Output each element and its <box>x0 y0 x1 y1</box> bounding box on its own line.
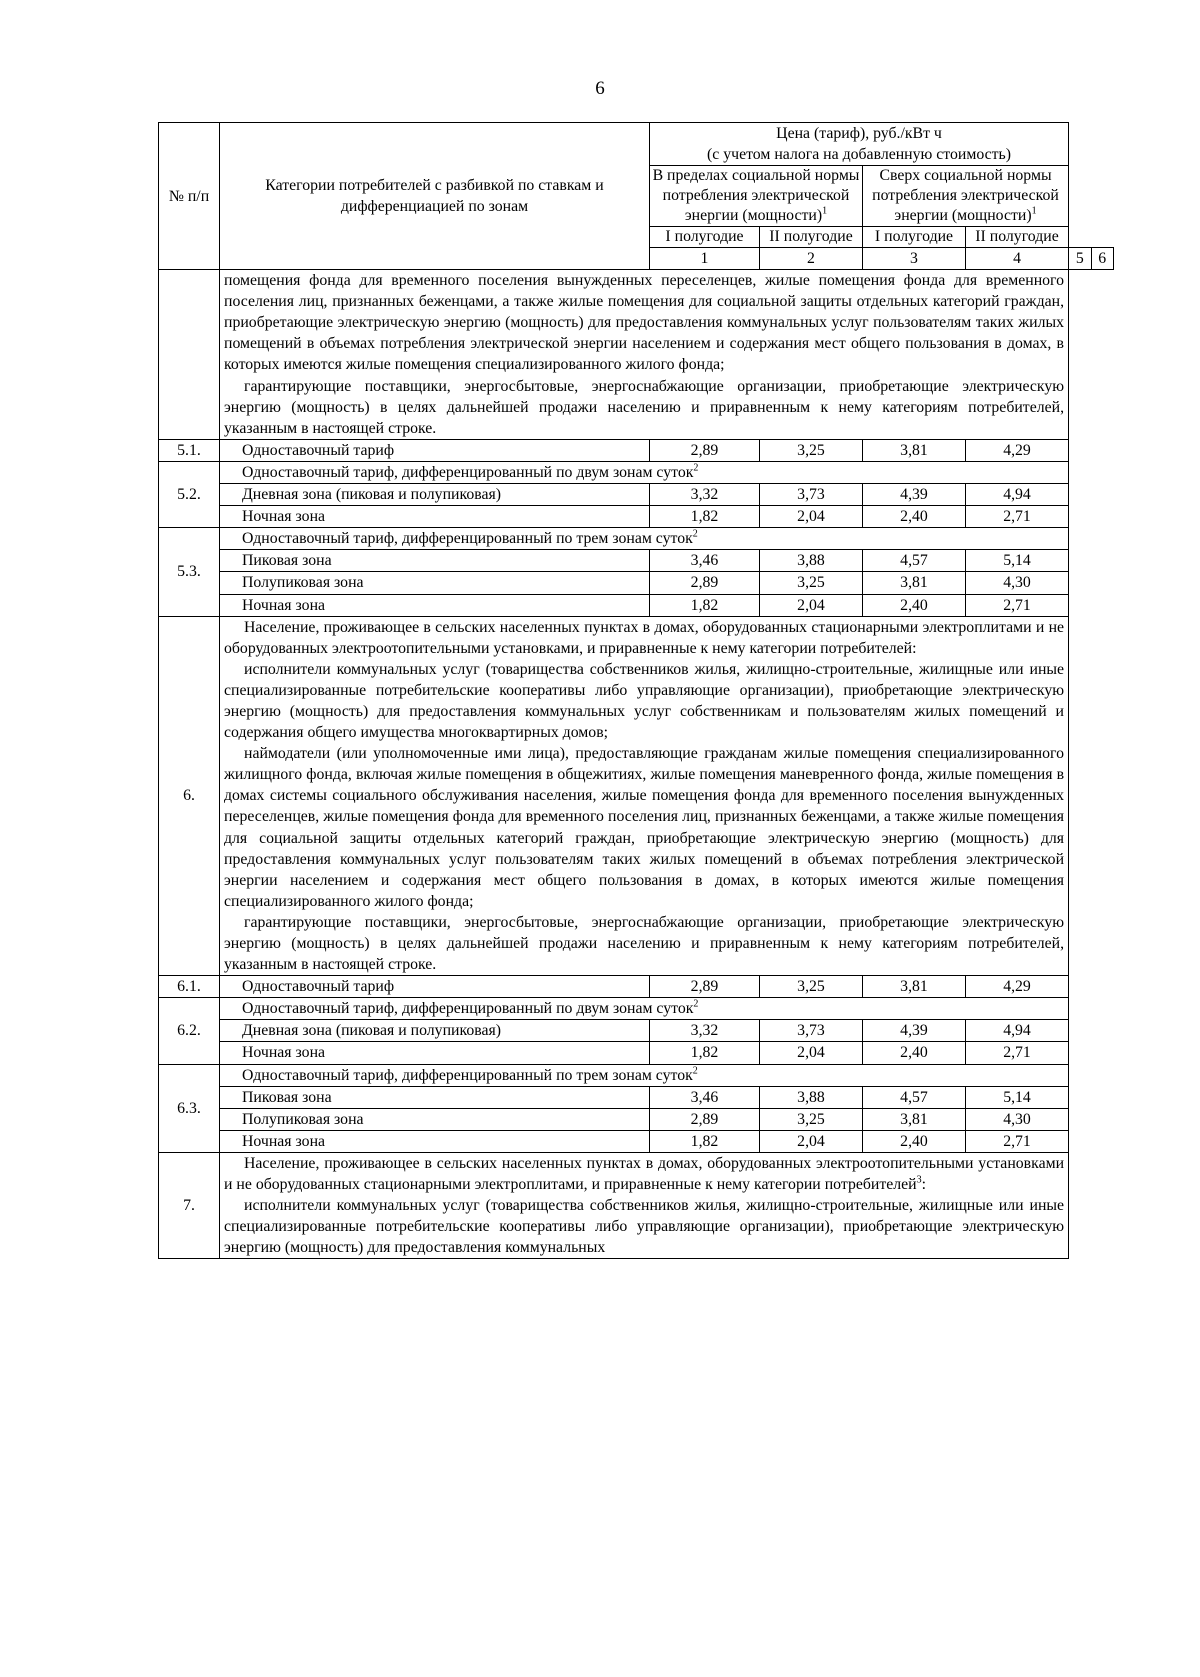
value-cell: 2,71 <box>966 506 1069 528</box>
section-text: Население, проживающее в сельских населенных пунктах в домах, оборудованных стационарными электроплитами и не оборудованных электроотопительными установками, и приравненные к нему категории потребителей: исполнители коммунальных услуг (товарищества собственников жилья, жилищно-строительные, жилищные или иные специализированные потребительские кооперативы либо управляющие организации), приобретающие электрическую энергию (мощность) для предоставления коммунальных услуг собственникам и пользователям жилых помещений и содержания общего имущества многоквартирных домов; наймодатели (или уполномоченные ими лица), предоставляющие гражданам жилые помещения специализированного жилищного фонда, включая жилые помещения в общежитиях, жилые помещения маневренного фонда, жилые помещения в домах системы социального обслуживания населения, жилые помещения фонда для временного поселения вынужденных переселенцев, жилые помещения фонда для временного поселения лиц, признанных беженцами, а также жилые помещения для социальной защиты отдельных категорий граждан, приобретающие электрическую энергию (мощность) для предоставления коммунальных услуг пользователям таких жилых помещений в объемах потребления электрической энергии населением и содержания мест общего пользования в домах, в которых имеются жилые помещения специализированного жилого фонда; гарантирующие поставщики, энергосбытовые, энергоснабжающие организации, приобретающие электрическую энергию (мощность) в целях дальнейшей продажи населению и приравненным к нему категориям потребителей, указанным в настоящей строке. <box>220 616 1069 976</box>
value-cell: 1,82 <box>650 506 760 528</box>
value-cell: 2,40 <box>863 594 966 616</box>
value-cell: 3,73 <box>760 1020 863 1042</box>
value-cell: 2,04 <box>760 1042 863 1064</box>
header-price: Цена (тариф), руб./кВт ч (с учетом налога на добавленную стоимость) <box>650 123 1069 166</box>
header-half1: I полугодие <box>863 227 966 248</box>
header-number: № п/п <box>159 123 220 270</box>
table-row-6-2-night <box>159 1042 1114 1064</box>
section-7 <box>159 1152 1114 1258</box>
value-cell: 3,32 <box>650 1020 760 1042</box>
value-cell: 2,04 <box>760 506 863 528</box>
row-number: 6.3. <box>159 1064 220 1152</box>
header-category: Категории потребителей с разбивкой по ставкам и дифференциацией по зонам <box>220 123 650 270</box>
value-cell: 2,04 <box>760 594 863 616</box>
column-number: 6 <box>1091 248 1113 270</box>
table-row-5-3-semi <box>159 572 1114 594</box>
value-cell: 3,88 <box>760 1086 863 1108</box>
section-6 <box>159 616 1114 976</box>
value-cell: 3,81 <box>863 572 966 594</box>
table-row-6-3-title <box>159 1064 1114 1086</box>
row-title: Одноставочный тариф, дифференцированный по двум зонам суток$^2$ <box>220 998 1069 1020</box>
row-name: Одноставочный тариф <box>220 439 650 461</box>
row-name: Пиковая зона <box>220 1086 650 1108</box>
value-cell: 3,81 <box>863 1108 966 1130</box>
value-cell: 4,30 <box>966 1108 1069 1130</box>
row-name: Полупиковая зона <box>220 572 650 594</box>
table-row-5-3-night <box>159 594 1114 616</box>
value-cell: 4,94 <box>966 484 1069 506</box>
row-name: Ночная зона <box>220 1042 650 1064</box>
table-row-5-1 <box>159 439 1114 461</box>
table-row-6-1 <box>159 976 1114 998</box>
value-cell: 1,82 <box>650 1130 760 1152</box>
row-title: Одноставочный тариф, дифференцированный по двум зонам суток$^2$ <box>220 461 1069 483</box>
row-name: Дневная зона (пиковая и полупиковая) <box>220 484 650 506</box>
value-cell: 4,30 <box>966 572 1069 594</box>
section-5-continuation <box>159 270 1114 440</box>
table-row-5-3-peak <box>159 550 1114 572</box>
header-above-norm: Сверх социальной нормы потребления электрической энергии (мощности)$^1$ <box>863 166 1069 227</box>
table-row-5-2-night <box>159 506 1114 528</box>
value-cell: 3,88 <box>760 550 863 572</box>
value-cell: 2,89 <box>650 976 760 998</box>
value-cell: 1,82 <box>650 1042 760 1064</box>
value-cell: 4,57 <box>863 550 966 572</box>
value-cell: 4,29 <box>966 439 1069 461</box>
header-half1: I полугодие <box>650 227 760 248</box>
row-number: 6.1. <box>159 976 220 998</box>
section-text: Население, проживающее в сельских населенных пунктах в домах, оборудованных электроотопительными установками и не оборудованных стационарными электроплитами, и приравненные к нему категории потребителей$^3$: исполнители коммунальных услуг (товарищества собственников жилья, жилищно-строительные, жилищные или иные специализированные потребительские кооперативы либо управляющие организации), приобретающие электрическую энергию (мощность) для предоставления коммунальных <box>220 1152 1069 1258</box>
header-half2: II полугодие <box>760 227 863 248</box>
value-cell: 2,40 <box>863 1042 966 1064</box>
row-name: Одноставочный тариф <box>220 976 650 998</box>
row-name: Ночная зона <box>220 594 650 616</box>
column-number: 2 <box>760 248 863 270</box>
table-row-5-2-day <box>159 484 1114 506</box>
value-cell: 3,25 <box>760 1108 863 1130</box>
row-number: 7. <box>159 1152 220 1258</box>
value-cell: 3,46 <box>650 550 760 572</box>
row-name: Ночная зона <box>220 1130 650 1152</box>
value-cell: 2,40 <box>863 506 966 528</box>
value-cell: 2,71 <box>966 1042 1069 1064</box>
value-cell: 5,14 <box>966 1086 1069 1108</box>
tariff-table <box>158 122 1114 1259</box>
page-number: 6 <box>595 78 605 99</box>
value-cell: 1,82 <box>650 594 760 616</box>
row-number: 5.1. <box>159 439 220 461</box>
header-within-norm: В пределах социальной нормы потребления электрической энергии (мощности)$^1$ <box>650 166 863 227</box>
value-cell: 3,73 <box>760 484 863 506</box>
row-title: Одноставочный тариф, дифференцированный по трем зонам суток$^2$ <box>220 528 1069 550</box>
table-row-6-2-day <box>159 1020 1114 1042</box>
value-cell: 2,71 <box>966 594 1069 616</box>
table-row-5-3-title <box>159 528 1114 550</box>
column-number: 3 <box>863 248 966 270</box>
row-name: Полупиковая зона <box>220 1108 650 1130</box>
value-cell: 3,25 <box>760 572 863 594</box>
value-cell: 3,81 <box>863 439 966 461</box>
table-row-5-2-title <box>159 461 1114 483</box>
value-cell: 3,25 <box>760 976 863 998</box>
row-number: 6.2. <box>159 998 220 1064</box>
value-cell: 4,94 <box>966 1020 1069 1042</box>
table-row-6-3-night <box>159 1130 1114 1152</box>
value-cell: 2,89 <box>650 572 760 594</box>
table-row-6-3-peak <box>159 1086 1114 1108</box>
value-cell: 4,57 <box>863 1086 966 1108</box>
row-name: Пиковая зона <box>220 550 650 572</box>
column-number: 4 <box>966 248 1069 270</box>
row-name: Ночная зона <box>220 506 650 528</box>
value-cell: 5,14 <box>966 550 1069 572</box>
value-cell: 4,39 <box>863 484 966 506</box>
row-name: Дневная зона (пиковая и полупиковая) <box>220 1020 650 1042</box>
column-number: 1 <box>650 248 760 270</box>
row-number: 6. <box>159 616 220 976</box>
header-half2: II полугодие <box>966 227 1069 248</box>
value-cell: 4,39 <box>863 1020 966 1042</box>
value-cell: 3,25 <box>760 439 863 461</box>
row-number: 5.2. <box>159 461 220 527</box>
value-cell: 2,89 <box>650 1108 760 1130</box>
row-number: 5.3. <box>159 528 220 616</box>
table-row-6-2-title <box>159 998 1114 1020</box>
table-row-6-3-semi <box>159 1108 1114 1130</box>
value-cell: 3,32 <box>650 484 760 506</box>
value-cell: 2,71 <box>966 1130 1069 1152</box>
value-cell: 2,40 <box>863 1130 966 1152</box>
section-text: помещения фонда для временного поселения вынужденных переселенцев, жилые помещения фонда для временного поселения лиц, признанных беженцами, а также жилые помещения для социальной защиты отдельных категорий граждан, приобретающие электрическую энергию (мощность) для предоставления коммунальных услуг пользователям таких жилых помещений в объемах потребления электрической энергии населением и содержания мест общего пользования в домах, в которых имеются жилые помещения специализированного жилого фонда; гарантирующие поставщики, энергосбытовые, энергоснабжающие организации, приобретающие электрическую энергию (мощность) в целях дальнейшей продажи населению и приравненным к нему категориям потребителей, указанным в настоящей строке. <box>220 270 1069 440</box>
row-title: Одноставочный тариф, дифференцированный по трем зонам суток$^2$ <box>220 1064 1069 1086</box>
column-number: 5 <box>1069 248 1091 270</box>
value-cell: 2,04 <box>760 1130 863 1152</box>
value-cell: 3,46 <box>650 1086 760 1108</box>
header-row-price <box>159 123 1114 166</box>
value-cell: 3,81 <box>863 976 966 998</box>
value-cell: 2,89 <box>650 439 760 461</box>
value-cell: 4,29 <box>966 976 1069 998</box>
